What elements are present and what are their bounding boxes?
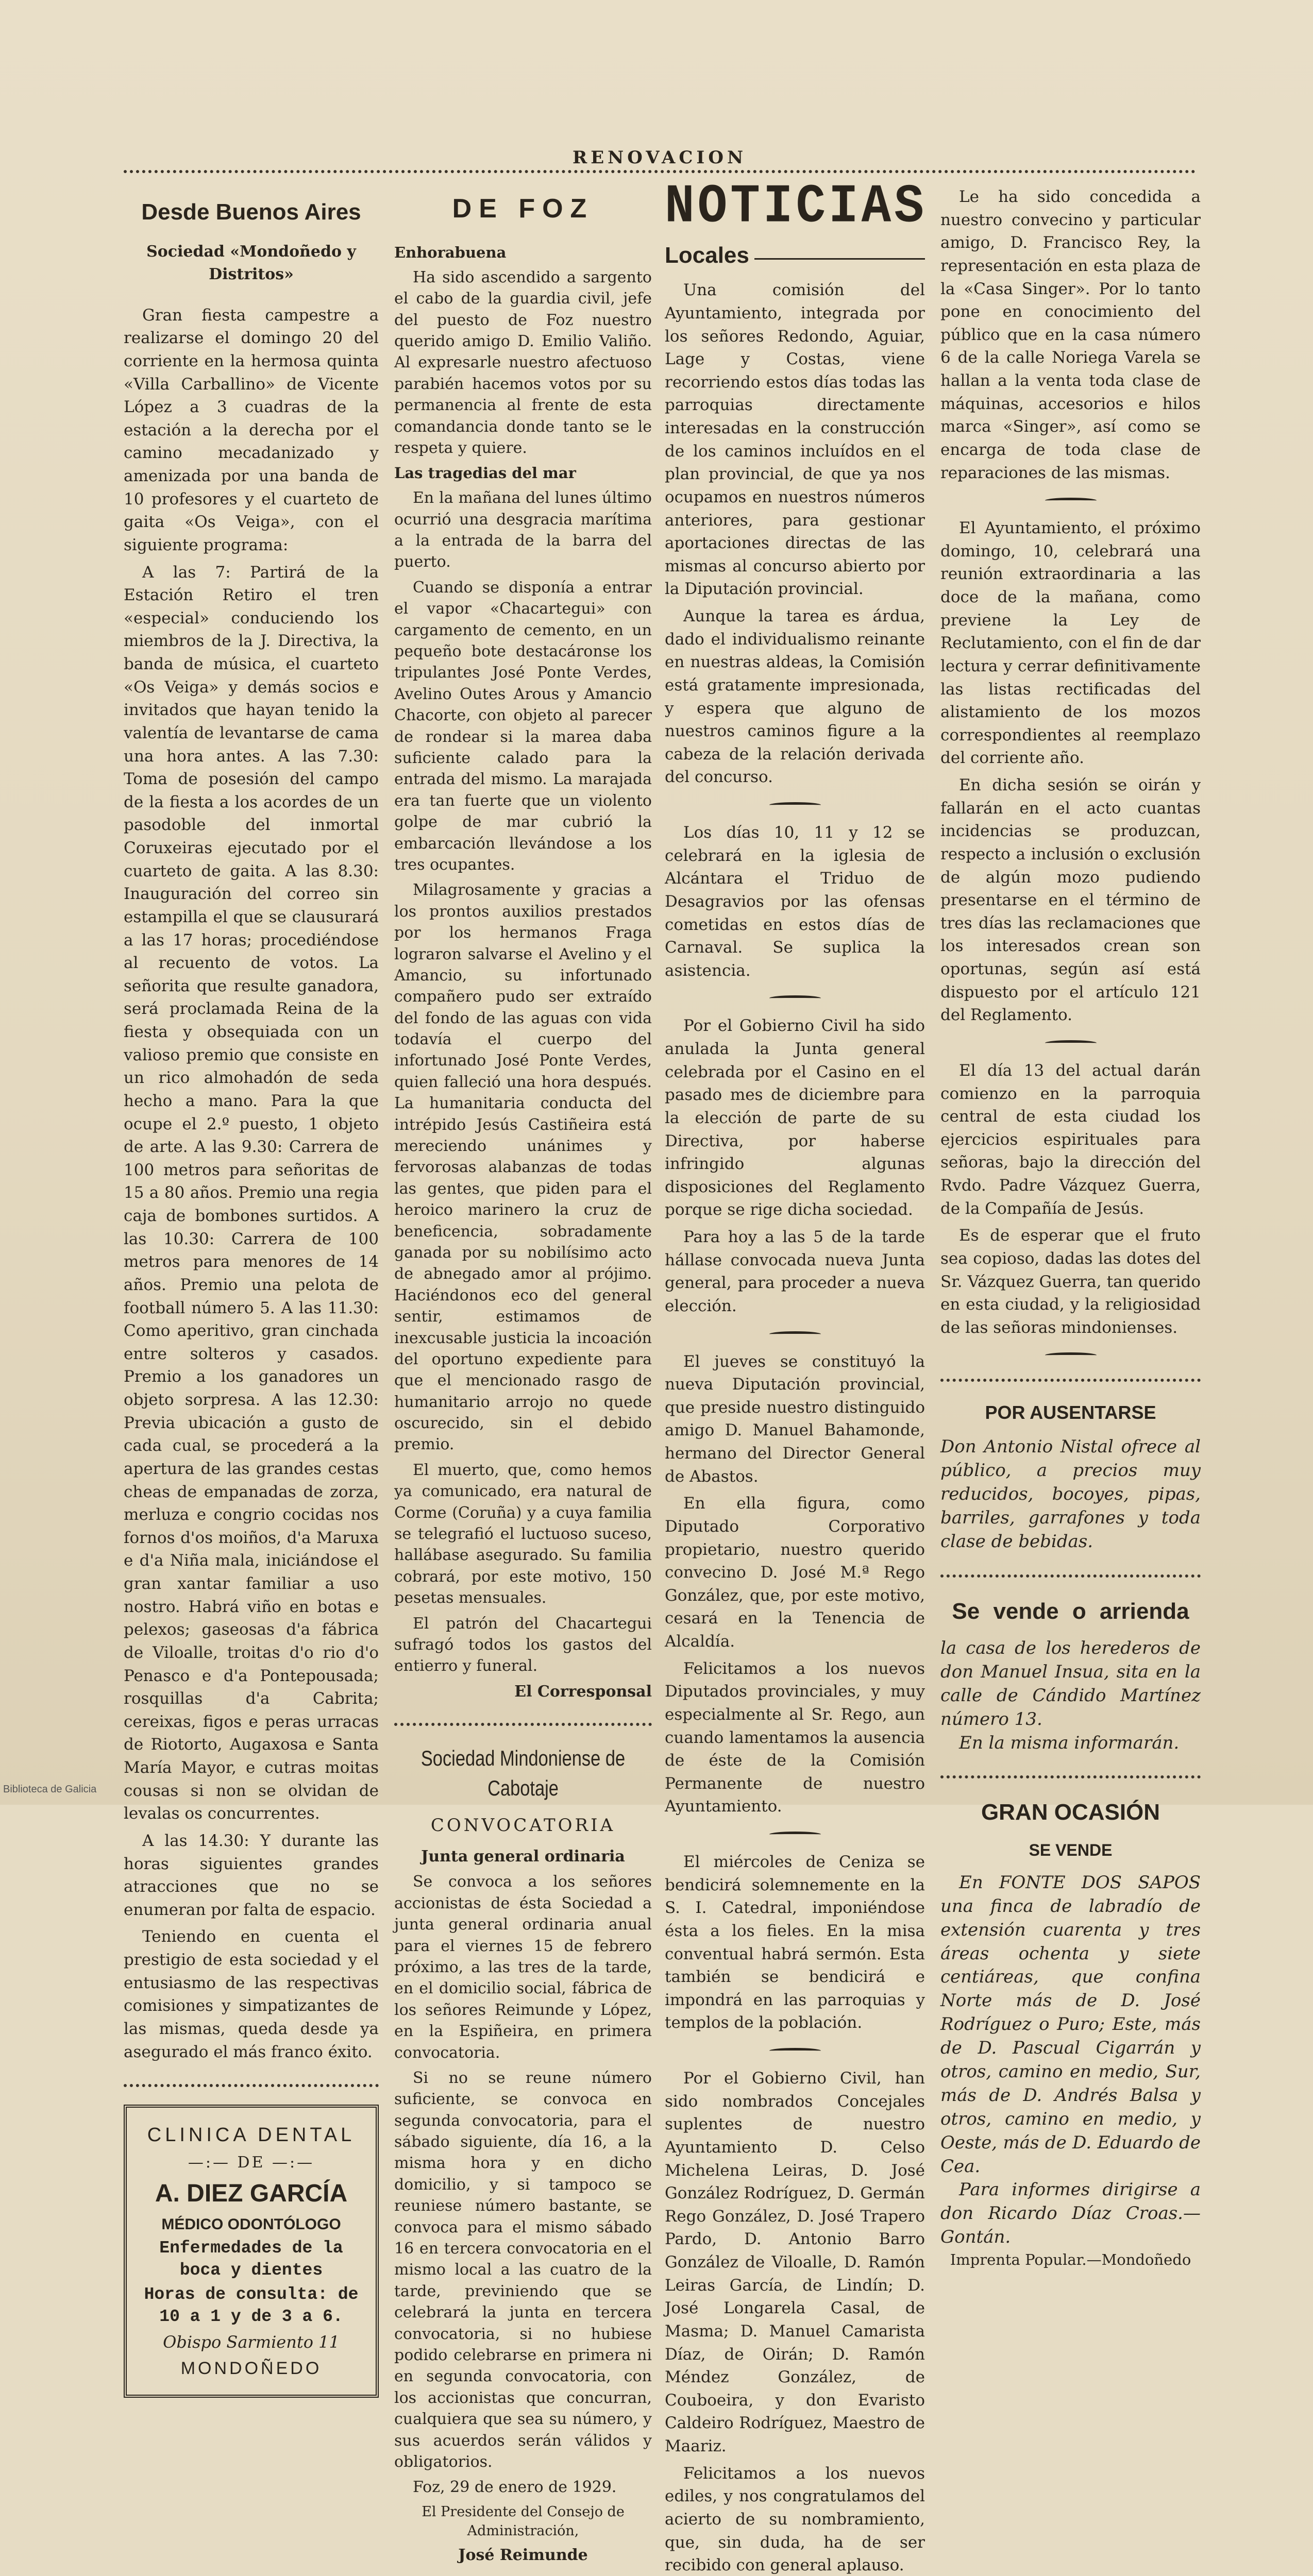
separator: [1045, 1352, 1097, 1358]
divider: [940, 1379, 1201, 1382]
paragraph: Cuando se disponía a entrar el vapor «Chacartegui» con cargamento de cemento, en un pequeño bote destacáronse los tripulantes José Ponte Verdes, Avelino Outes Arous y Amancio Chacorte, con objeto al parecer de rondear si la marea daba suficiente calado para la entrada del mismo. La marajada era tan fuerte que un violento golpe de mar cubrió la embarcación llevándose a los tres ocupantes.: [394, 578, 652, 874]
section-title-foz: DE FOZ: [452, 194, 594, 224]
ad-title-ausentarse: POR AUSENTARSE: [985, 1402, 1156, 1423]
president-name: José Reimunde: [458, 2546, 588, 2565]
clinic-de: —:— DE —:—: [188, 2153, 315, 2172]
paragraph: A las 7: Partirá de la Estación Retiro el tren «especial» conduciendo los miembros de la J. Directiva, la banda de música, el cuarteto «Os Veiga» y demás socios e invitados que hayan tenido la valentía de levantarse de cama una hora antes. A las 7.30: Toma de posesión del campo de la fiesta a los acordes de un pasodoble del inmortal Coruxeiras ejecutado por el cuarteto de gaita. A las 8.30: Inauguración del correo sin estampilla el que se clausurará a las 17 horas; procediéndose al recuento de votos. La señorita que resulte ganadora, será proclamada Reina de la fiesta y obsequiada con un valioso premio que consiste en un rico almohadón de seda hecho a mano. Para la que ocupe el 2.º puesto, 1 objeto de arte. A las 9.30: Carrera de 100 metros para señoritas de 15 a 80 años. Premio una regia caja de bombones surtidos. A las 10.30: Carrera de 100 metros para menores de 14 años. Premio una pelota de football número 5. A las 11.30: Como aperitivo, gran cinchada entre solteros y casados. Premio a los ganadores un objeto sorpresa. A las 12.30: Previa ubicación a gusto de cada cual, se procederá a la apertura de las grandes cestas cheas de empanadas de zorza, merluza e congrio cocidas nos fornos d'os moiños, d'a Maruxa e d'a Niña mala, iniciándose el gran xantar familiar a uso nostro. Habrá viño en botas e pelexos; gaseosas d'a fábrica de Viloalle, troitas d'o rio d'o Penasco e d'a Pontepousada; rosquillas d'a Cabrita; cereixas, figos e peras urracas de Riotorto, Augaxosa e Santa María Mayor, e cutras moitas cousas si non se olvidan de levalas os concurrentes.: [124, 563, 379, 1823]
section-subtitle-locales: [665, 239, 925, 272]
paragraph: Foz, 29 de enero de 1929.: [413, 2478, 617, 2497]
paragraph: Para hoy a las 5 de la tarde hállase convocada nueva Junta general, para proceder a nueva elección.: [665, 1228, 925, 1315]
ad-text-vende-arrienda: la casa de los herederos de don Manuel Insua, sita en la calle de Cándido Martínez número 13.: [940, 1638, 1201, 1730]
column-2: [394, 185, 652, 2570]
clinic-specialty: Enfermedades de la boca y dientes: [159, 2239, 343, 2280]
notice-convocatoria: CONVOCATORIA: [430, 1815, 616, 1836]
ad-text-gran-ocasion: En FONTE DOS SAPOS una finca de labradío de extensión cuarenta y tres áreas ochenta y siete centiáreas, que confina Norte más de D. José Rodríguez o Puro; Este, más de D. Pascual Cigarrán y otros, camino en medio, Sur, más de D. Andrés Balsa y otros, camino en medio, y Oeste, más de D. Eduardo de Cea.: [940, 1872, 1201, 2177]
column-3: [665, 176, 927, 2576]
paragraph: El Ayuntamiento, el próximo domingo, 10, celebrará una reunión extraordinaria a las doce de la mañana, como previene la Ley de Reclutamiento, con el fin de dar lectura y cerrar definitivamente las listas rectificadas del alistamiento de los mozos correspondientes al reemplazo del corriente año.: [940, 519, 1201, 768]
separator: [769, 2048, 821, 2054]
president-line: El Presidente del Consejo de Administración,: [422, 2503, 625, 2539]
separator: [769, 995, 821, 1001]
paragraph: Felicitamos a los nuevos Diputados provinciales, y muy especialmente al Sr. Rego, aun cuando lamentamos la ausencia de éste de la Comisión Permanente de nuestro Ayuntamiento.: [665, 1659, 925, 1816]
masthead: RENOVACION: [572, 147, 747, 168]
paragraph: Teniendo en cuenta el prestigio de esta sociedad y el entusiasmo de las respectivas comisiones y simpatizantes de las mismas, queda desde ya asegurado el más franco éxito.: [124, 1927, 379, 2061]
ad-title-vende-arrienda: Se vende o arrienda: [952, 1598, 1189, 1624]
divider: [124, 2084, 379, 2087]
ad-text-informes: Para informes dirigirse a don Ricardo Díaz Croas.—Gontán.: [940, 2179, 1201, 2248]
paragraph: Por el Gobierno Civil ha sido anulada la Junta general celebrada por el Casino en el pasado mes de diciembre para la elección de parte de su Directiva, por haberse infringido algunas disposiciones del Reglamento porque se rige dicha sociedad.: [665, 1016, 925, 1219]
correspondent-signature: El Corresponsal: [514, 1682, 652, 1701]
paragraph: Felicitamos a los nuevos ediles, y nos congratulamos del acierto de su nombramiento, que, sin duda, ha de ser recibido con general aplauso.: [665, 2464, 925, 2575]
locales-label: Locales: [665, 243, 749, 268]
notice-subtitle: Junta general ordinaria: [421, 1847, 625, 1866]
masthead-rule: [124, 170, 1196, 173]
ad-text-informaran: En la misma informarán.: [959, 1732, 1180, 1753]
separator: [769, 1832, 821, 1837]
article-subtitle: Sociedad «Mondoñedo y Distritos»: [146, 243, 356, 283]
paragraph: Por el Gobierno Civil, han sido nombrados Concejales suplentes de nuestro Ayuntamiento D. Celso Michelena Leiras, D. José González Rodríguez, D. Germán Rego González, D. José Trapero Pardo, D. Antonio Barro González de Viloalle, D. Ramón Leiras García, de Lindín; D. José Longarela Casal, de Masma; D. Manuel Camarista Díaz, de Oirán; D. Ramón Méndez González, de Couboeira, y don Evaristo Caldeiro Rodríguez, Maestro de Maariz.: [665, 2069, 925, 2456]
paragraph: Aunque la tarea es árdua, dado el individualismo reinante en nuestras aldeas, la Comisión está gratamente impresionada, y espera que alguno de nuestros caminos figure a la cabeza de la relación derivada del concurso.: [665, 607, 925, 787]
library-watermark: Biblioteca de Galicia: [3, 1784, 97, 1795]
section-heading: Las tragedias del mar: [394, 464, 576, 482]
ad-title-gran-ocasion: GRAN OCASIÓN: [981, 1800, 1160, 1825]
paragraph: El miércoles de Ceniza se bendicirá solemnemente en la S. I. Catedral, imponiéndose ésta a los fieles. En la misa conventual habrá sermón. Esta también se bendicirá e impondrá en las parroquias y templos de la población.: [665, 1853, 925, 2032]
section-heading: Enhorabuena: [394, 243, 507, 261]
paragraph: Es de esperar que el fruto sea copioso, dadas las dotes del Sr. Vázquez Guerra, tan querido en esta ciudad, y la religiosidad de las señoras mindonienses.: [940, 1226, 1201, 1337]
paragraph: El patrón del Chacartegui sufragó todos los gastos del entierro y funeral.: [394, 1614, 652, 1675]
separator: [1045, 498, 1097, 503]
divider: [394, 1723, 652, 1726]
separator: [769, 802, 821, 808]
paragraph: Los días 10, 11 y 12 se celebrará en la iglesia de Alcántara el Triduo de Desagravios por las ofensas cometidas en estos días de Carnaval. Se suplica la asistencia.: [665, 823, 925, 980]
clinic-address: Obispo Sarmiento 11: [163, 2332, 340, 2352]
paragraph: El jueves se constituyó la nueva Diputación provincial, que preside nuestro distinguido amigo D. Manuel Bahamonde, hermano del Director General de Abastos.: [665, 1352, 925, 1486]
clinic-role: MÉDICO ODONTÓLOGO: [161, 2216, 341, 2233]
ad-text-ausentarse: Don Antonio Nistal ofrece al público, a precios muy reducidos, bocoyes, pipas, barriles, garrafones y toda clase de bebidas.: [940, 1436, 1201, 1552]
paragraph: Le ha sido concedida a nuestro convecino y particular amigo, D. Francisco Rey, la representación en esta plaza de la «Casa Singer». Por lo tanto pone en conocimiento del público que en la casa número 6 de la calle Noriega Varela se hallan a la venta toda clase de máquinas, accesorios e hilos marca «Singer», así como se encarga de toda clase de reparaciones de las mismas.: [940, 188, 1201, 482]
clinic-town: MONDOÑEDO: [180, 2359, 322, 2379]
column-1: [124, 185, 379, 2398]
locales-rule: [754, 258, 925, 260]
paragraph: En la mañana del lunes último ocurrió una desgracia marítima a la entrada de la barra del puerto.: [394, 489, 652, 571]
divider: [940, 1574, 1201, 1578]
clinic-doctor-name: A. DIEZ GARCÍA: [155, 2180, 348, 2208]
divider: [940, 1775, 1201, 1778]
clinic-title: CLINICA DENTAL: [147, 2124, 356, 2146]
paragraph: En ella figura, como Diputado Corporativo propietario, nuestro querido convecino D. José M.ª Rego González, que, por este motivo, cesará en la Tenencia de Alcaldía.: [665, 1494, 925, 1651]
column-4: [940, 185, 1201, 2275]
article-title-buenos-aires: Desde Buenos Aires: [141, 199, 361, 225]
separator: [1045, 1040, 1097, 1046]
section-title-noticias: NOTICIAS: [665, 176, 927, 238]
paragraph: Una comisión del Ayuntamiento, integrada por los señores Redondo, Aguiar, Lage y Costas, viene recorriendo estos días todas las parroquias directamente interesadas en la construcción de los caminos incluídos en el plan provincial, de que ya nos ocupamos en nuestros números anteriores, para gestionar aportaciones directas de las mismas al concurso abierto por la Diputación provincial.: [665, 281, 925, 599]
paragraph: Ha sido ascendido a sargento el cabo de la guardia civil, jefe del puesto de Foz nuestro querido amigo D. Emilio Valiño. Al expresarle nuestro afectuoso parabién hacemos votos por su permanencia al frente de esta comandancia donde tanto se le respeta y quiere.: [394, 268, 652, 457]
ad-subtitle-se-vende: SE VENDE: [1029, 1840, 1113, 1859]
paragraph: A las 14.30: Y durante las horas siguientes grandes atracciones que no se enumeran por falta de espacio.: [124, 1831, 379, 1919]
clinic-hours: Horas de consulta: de 10 a 1 y de 3 a 6.: [144, 2285, 359, 2327]
separator: [769, 1331, 821, 1337]
paragraph: El día 13 del actual darán comienzo en la parroquia central de esta ciudad los ejercicios espirituales para señoras, bajo la dirección del Rvdo. Padre Vázquez Guerra, de la Compañía de Jesús.: [940, 1061, 1201, 1218]
notice-title-cabotaje: Sociedad Mindoniense de Cabotaje: [420, 1746, 626, 1801]
clinic-ad: [124, 2105, 379, 2398]
printer-imprint: Imprenta Popular.—Mondoñedo: [950, 2251, 1191, 2269]
paragraph: En dicha sesión se oirán y fallarán en el acto cuantas incidencias se produzcan, respecto a inclusión o exclusión de algún mozo pudiendo presentarse en el término de tres días las reclamaciones que los interesados crean son oportunas, según así está dispuesto por el artículo 121 del Reglamento.: [940, 776, 1201, 1025]
paragraph: El muerto, que, como hemos ya comunicado, era natural de Corme (Coruña) y a cuya familia se telegrafió el luctuoso suceso, hallábase asegurado. Su familia cobrará, por este motivo, 150 pesetas mensuales.: [394, 1461, 652, 1607]
paragraph: Si no se reune número suficiente, se convoca en segunda convocatoria, para el sábado siguiente, día 16, a la misma hora y en dicho domicilio, y si tampoco se reuniese número bastante, se convoca para el mismo sábado 16 en tercera convocatoria en el mismo local a las cuatro de la tarde, previniendo que se celebrará la junta en tercera convocatoria, si no hubiese podido celebrarse en primera ni en segunda convocatoria, con los accionistas que concurran, cualquiera que sea su número, y sus acuerdos serán válidos y obligatorios.: [394, 2069, 652, 2471]
paragraph: Se convoca a los señores accionistas de ésta Sociedad a junta general ordinaria anual para el viernes 15 de febrero próximo, a las tres de la tarde, en el domicilio social, fábrica de los señores Reimunde y López, en la Espiñeira, en primera convocatoria.: [394, 1873, 652, 2062]
paragraph: Milagrosamente y gracias a los prontos auxilios prestados por los hermanos Fraga lograron salvarse el Avelino y el Amancio, su infortunado compañero pudo ser extraído del fondo de las aguas con vida todavía el cuerpo del infortunado José Ponte Verdes, quien falleció una hora después. La humanitaria conducta del intrépido Jesús Castiñeira está mereciendo unánimes y fervorosas alabanzas de todas las gentes, que piden para el heroico marinero la cruz de beneficencia, sobradamente ganada por su nobilísimo acto de abnegado amor al prójimo. Haciéndonos eco del general sentir, estimamos de inexcusable justicia la incoación del oportuno expediente para que el mencionado rasgo de humanitario arrojo no quede oscurecido, sin el debido premio.: [394, 881, 652, 1454]
paragraph: Gran fiesta campestre a realizarse el domingo 20 del corriente en la hermosa quinta «Villa Carballino» de Vicente López a 3 cuadras de la estación a la derecha por el camino mecadanizado y amenizada por una banda de 10 profesores y el cuarteto de gaita «Os Veiga», con el siguiente programa:: [124, 306, 379, 554]
